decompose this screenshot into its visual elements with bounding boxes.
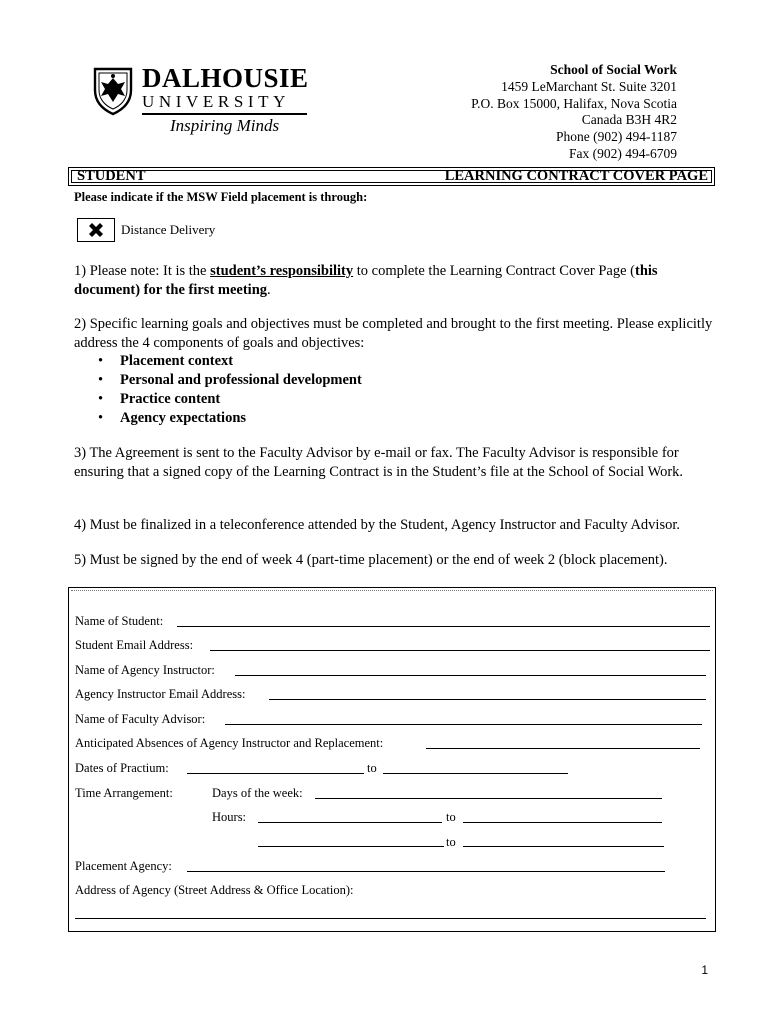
school-name: School of Social Work	[550, 62, 677, 77]
days-field[interactable]	[315, 798, 662, 799]
country-postal: Canada B3H 4R2	[581, 112, 677, 128]
absences-label: Anticipated Absences of Agency Instructor and Replacement:	[75, 736, 384, 750]
student-email-field[interactable]	[210, 650, 710, 651]
contract-form	[68, 587, 716, 932]
hours-start-field[interactable]	[258, 822, 442, 823]
placement-agency-field[interactable]	[187, 871, 665, 872]
absences-field[interactable]	[426, 748, 700, 749]
student-name-field[interactable]	[177, 626, 710, 627]
agency-address-field[interactable]	[75, 918, 706, 919]
phone-number: Phone (902) 494-1187	[556, 129, 677, 145]
logo-tagline: Inspiring Minds	[170, 116, 280, 135]
list-item: • Placement context	[98, 352, 362, 371]
hours-end-field[interactable]	[463, 822, 662, 823]
header-student: STUDENT	[77, 168, 146, 184]
time-arrangement-label: Time Arrangement:	[75, 786, 173, 800]
agency-instructor-email-field[interactable]	[269, 699, 706, 700]
list-item: • Practice content	[98, 390, 362, 409]
page-number: 1	[701, 963, 708, 977]
dates-label: Dates of Practium:	[75, 761, 169, 775]
hours-to-label-2: to	[446, 835, 456, 849]
note-paragraph-1	[74, 262, 716, 299]
hours-start-field-2[interactable]	[258, 846, 444, 847]
p1-text-a: 1) Please note: It is the	[74, 263, 211, 279]
hours-end-field-2[interactable]	[463, 846, 664, 847]
agency-address-label: Address of Agency (Street Address & Office Location):	[75, 883, 354, 897]
crest-icon	[92, 66, 134, 116]
logo-name: DALHOUSIE	[142, 63, 309, 93]
distance-delivery-label: Distance Delivery	[121, 222, 216, 237]
distance-delivery-checkbox[interactable]	[77, 218, 115, 242]
placement-instruction: Please indicate if the MSW Field placement is through:	[74, 190, 368, 204]
p1-text-c: to complete the Learning Contract Cover Page (	[353, 263, 635, 279]
agency-instructor-field[interactable]	[235, 675, 706, 676]
note-paragraph-3: 3) The Agreement is sent to the Faculty Advisor by e-mail or fax. The Faculty Advisor is responsible for ensuring that a signed copy of the Learning Contract is in the Student’s file at the School of Social Work.	[74, 445, 684, 480]
p1-emphasis-bold: this document) for the first meeting	[74, 263, 658, 298]
p1-emphasis-underline: student’s responsibility	[210, 263, 354, 279]
days-label: Days of the week:	[212, 786, 303, 800]
header-title: LEARNING CONTRACT COVER PAGE	[444, 168, 708, 184]
student-email-label: Student Email Address:	[75, 638, 194, 652]
university-logo	[92, 64, 322, 144]
p1-text-e: .	[267, 281, 271, 298]
logo-divider	[142, 113, 307, 115]
x-mark-icon	[87, 221, 105, 239]
dates-start-field[interactable]	[187, 773, 364, 774]
note-paragraph-5: 5) Must be signed by the end of week 4 (part-time placement) or the end of week 2 (block placement).	[74, 552, 668, 568]
fax-number: Fax (902) 494-6709	[569, 145, 677, 161]
address-block	[471, 62, 677, 163]
list-item: • Personal and professional development	[98, 371, 362, 390]
note-paragraph-4: 4) Must be finalized in a teleconference attended by the Student, Agency Instructor and Faculty Advisor.	[74, 517, 681, 533]
placement-agency-label: Placement Agency:	[75, 859, 172, 873]
note-paragraph-2: 2) Specific learning goals and objectives must be completed and brought to the first meeting. Please explicitly address the 4 components of goals and objectives:	[74, 316, 713, 351]
faculty-advisor-label: Name of Faculty Advisor:	[75, 712, 206, 726]
logo-university: UNIVERSITY	[142, 92, 290, 111]
agency-instructor-label: Name of Agency Instructor:	[75, 663, 215, 677]
components-list	[98, 352, 362, 428]
list-item: • Agency expectations	[98, 409, 362, 428]
street-address: 1459 LeMarchant St. Suite 3201	[501, 78, 677, 94]
faculty-advisor-field[interactable]	[225, 724, 702, 725]
header-box	[68, 167, 715, 186]
dates-end-field[interactable]	[383, 773, 568, 774]
po-box: P.O. Box 15000, Halifax, Nova Scotia	[471, 95, 677, 111]
agency-instructor-email-label: Agency Instructor Email Address:	[75, 687, 246, 701]
dates-to-label: to	[367, 761, 377, 775]
student-name-label: Name of Student:	[75, 614, 164, 628]
hours-to-label: to	[446, 810, 456, 824]
hours-label: Hours:	[212, 810, 247, 824]
